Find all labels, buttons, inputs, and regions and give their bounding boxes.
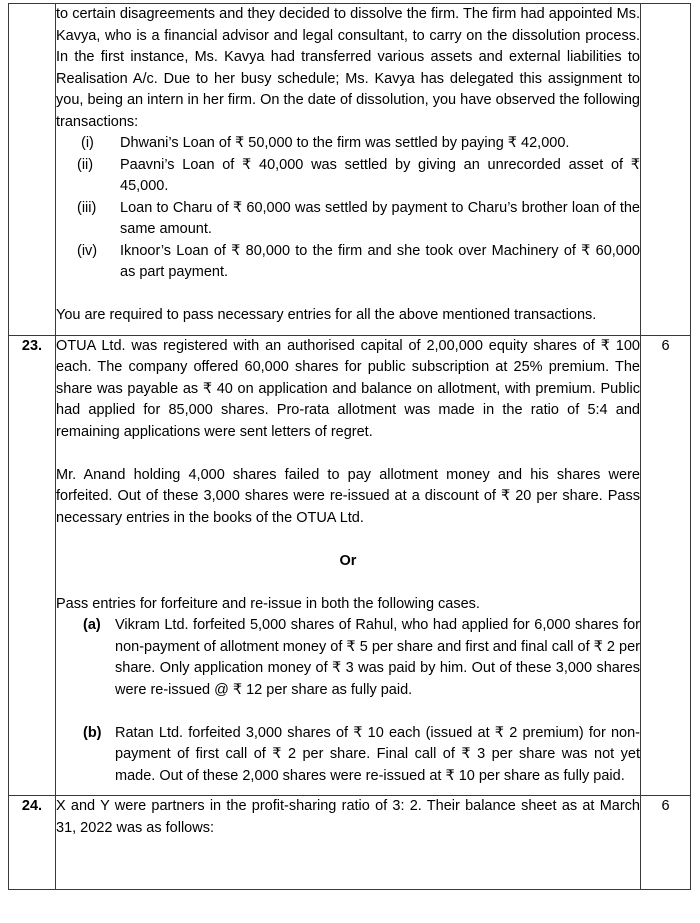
question-requirement-paragraph: You are required to pass necessary entries for all the above mentioned transactions. <box>56 307 597 323</box>
list-marker: (iv) <box>77 242 98 259</box>
paragraph-spacer <box>56 284 640 306</box>
q23-paragraph-2: Mr. Anand holding 4,000 shares failed to pay allotment money and his shares were forfeited. Out of these 3,000 shares were re-issued at a discount of ₹ 20 per share. Pass necessary entries in the books of the OTUA Ltd. <box>56 466 640 526</box>
table-row <box>9 796 691 890</box>
list-item <box>77 198 640 241</box>
cell-bottom-spacer <box>56 839 640 889</box>
list-item <box>77 155 640 198</box>
transactions-list <box>56 133 640 284</box>
question-body-cell <box>56 335 641 796</box>
q23-paragraph-1: OTUA Ltd. was registered with an authorised capital of 2,00,000 equity shares of ₹ 100 each. The company offered 60,000 shares for public subscription at 25% premium. The share was payable as ₹ 40 on application and balance on allotment, with premium. Public had applied for 85,000 shares. Pro-rata allotment was made in the ratio of 5:4 and remaining applications were sent letters of regret. <box>56 337 640 440</box>
or-divider-label: Or <box>339 552 357 569</box>
list-item <box>83 723 640 788</box>
table-row <box>9 335 691 796</box>
list-marker: (a) <box>83 617 101 633</box>
cell-bottom-spacer <box>56 327 640 335</box>
q24-paragraph-1: X and Y were partners in the profit-sharing ratio of 3: 2. Their balance sheet as at March 31, 2022 was as follows: <box>56 798 640 836</box>
question-number-cell <box>9 4 56 336</box>
list-marker: (i) <box>81 135 94 151</box>
marks-cell: 6 <box>641 796 691 890</box>
list-item-text: Loan to Charu of ₹ 60,000 was settled by payment to Charu’s brother loan of the same amount. <box>120 199 640 237</box>
table-row <box>9 4 691 336</box>
list-marker: (iii) <box>77 199 97 216</box>
question-intro-paragraph: to certain disagreements and they decided to dissolve the firm. The firm had appointed Ms. Kavya, who is a financial advisor and legal consultant, to carry on the dissolution process. In the first instance, Ms. Kavya had transferred various assets and external liabilities to Realisation A/c. Due to her busy schedule; Ms. Kavya has delegated this assignment to you, being an intern in her firm. On the date of dissolution, you have observed the following transactions: <box>56 6 640 130</box>
q23-alt-intro-paragraph: Pass entries for forfeiture and re-issue in both the following cases. <box>56 595 480 612</box>
list-item-text: Vikram Ltd. forfeited 5,000 shares of Rahul, who had applied for 6,000 shares for non-payment of allotment money of ₹ 5 per share and first and final call of ₹ 2 per share. Only application money of ₹ 3 was paid by him. Out of these 3,000 shares were re-issued @ ₹ 12 per share as fully paid. <box>115 617 640 698</box>
list-item-text: Ratan Ltd. forfeited 3,000 shares of ₹ 10 each (issued at ₹ 2 premium) for non-payment of first call of ₹ 2 per share. Final call of ₹ 3 per share was not yet made. Out of these 2,000 shares were re-issued at ₹ 10 per share as fully paid. <box>115 724 640 784</box>
paragraph-spacer <box>56 443 640 465</box>
question-number-cell: 24. <box>9 796 56 890</box>
marks-cell: 6 <box>641 335 691 796</box>
list-item-text: Paavni’s Loan of ₹ 40,000 was settled by giving an unrecorded asset of ₹ 45,000. <box>120 156 640 194</box>
marks-cell <box>641 4 691 336</box>
paragraph-spacer <box>56 529 640 551</box>
list-item-text: Iknoor’s Loan of ₹ 80,000 to the firm and she took over Machinery of ₹ 60,000 as part payment. <box>120 242 640 280</box>
q23-cases-list <box>56 615 640 787</box>
question-body-cell <box>56 796 641 890</box>
list-item <box>83 615 640 701</box>
questions-table <box>8 3 691 890</box>
paragraph-spacer <box>56 572 640 594</box>
list-item-text: Dhwani’s Loan of ₹ 50,000 to the firm was settled by paying ₹ 42,000. <box>120 135 570 151</box>
question-number-cell: 23. <box>9 335 56 796</box>
cell-bottom-spacer <box>56 787 640 795</box>
list-item <box>77 133 640 155</box>
list-marker: (ii) <box>77 156 94 173</box>
list-item <box>77 241 640 284</box>
list-marker: (b) <box>83 724 102 741</box>
question-body-cell <box>56 4 641 336</box>
